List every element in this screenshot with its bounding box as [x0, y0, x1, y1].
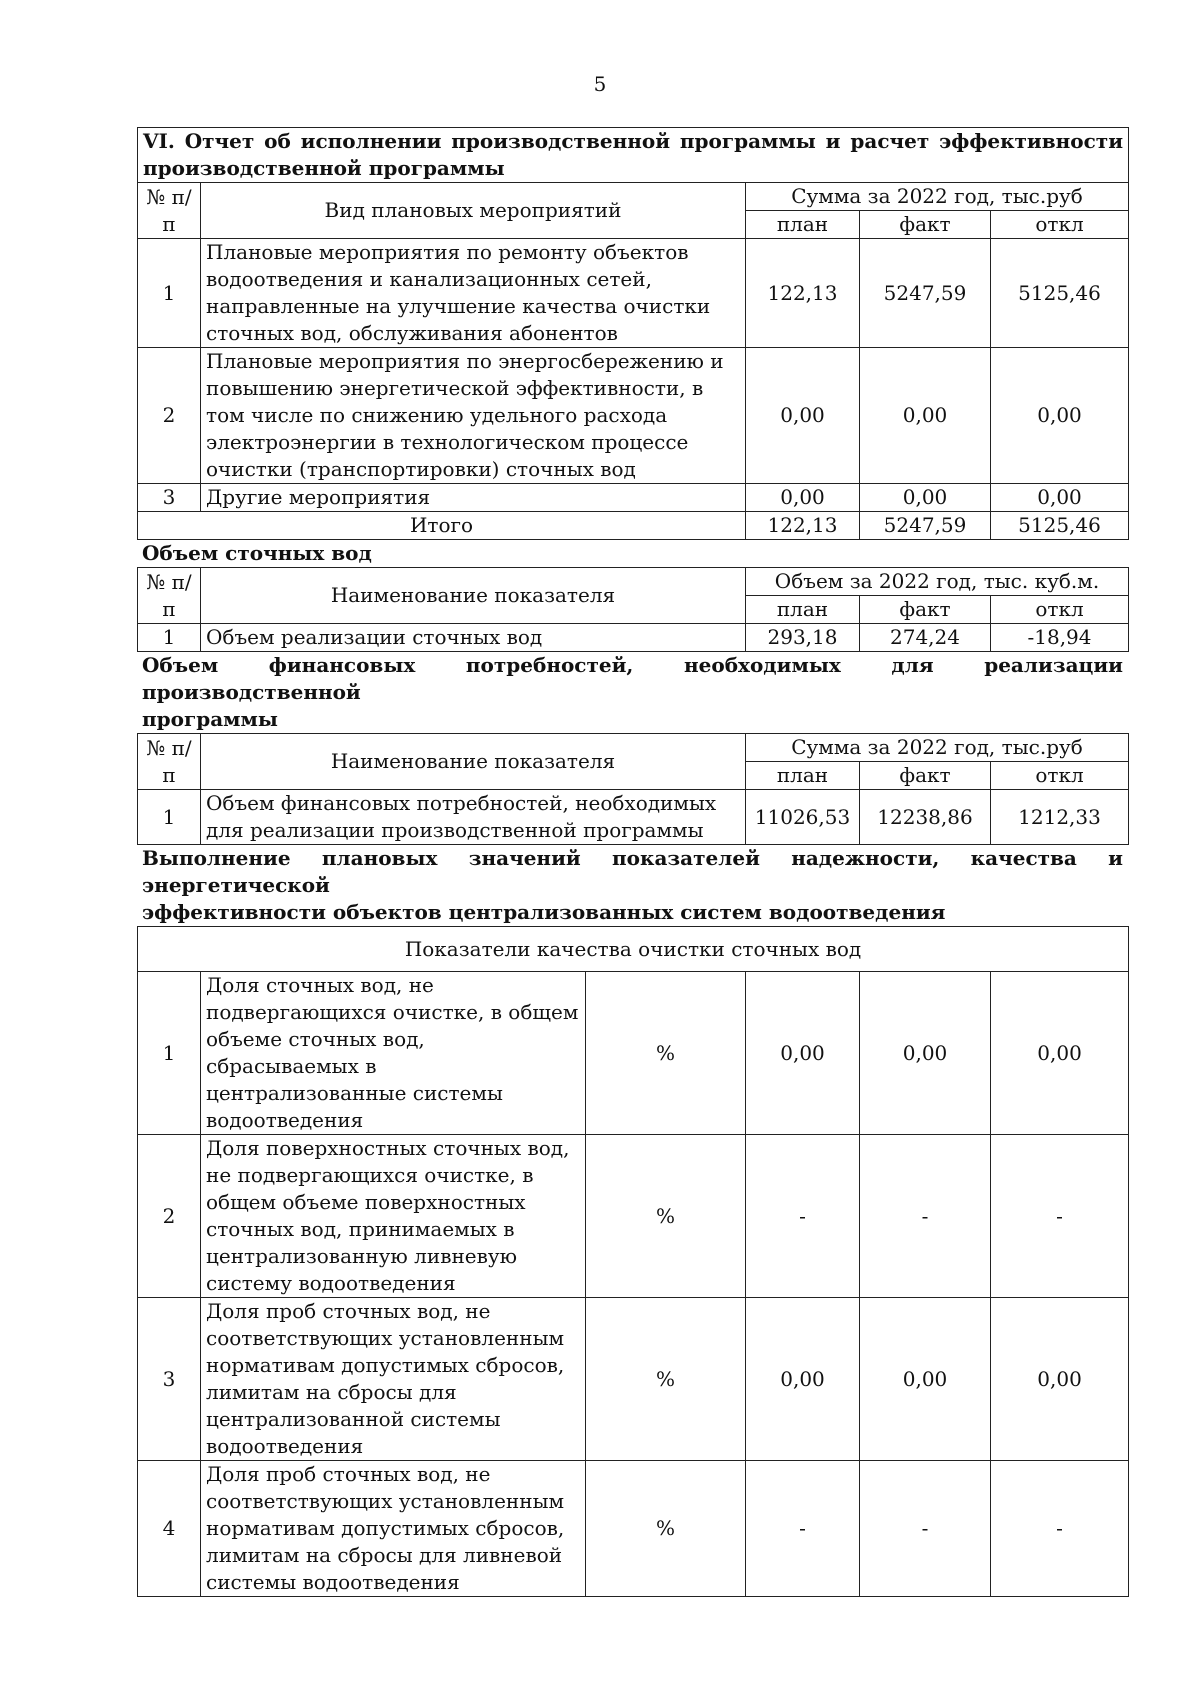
total-row — [138, 512, 1129, 540]
finance-table — [137, 733, 1129, 845]
reliability-heading-line1: Выполнение плановых значений показателей надежности, качества и энергетической — [142, 846, 1123, 897]
table-row — [138, 484, 1129, 512]
row-diff: - — [991, 1461, 1129, 1597]
finance-heading-line1: Объем финансовых потребностей, необходимых для реализации производственной — [142, 653, 1123, 704]
table-row — [138, 790, 1129, 845]
quality-subtitle: Показатели качества очистки сточных вод — [138, 927, 1129, 972]
finance-heading — [137, 652, 1128, 733]
table-row — [138, 1298, 1129, 1461]
row-diff: 5125,46 — [991, 239, 1129, 348]
row-fact: 0,00 — [860, 972, 991, 1135]
col-header-sum: Сумма за 2022 год, тыс.руб — [746, 183, 1129, 211]
table-row — [138, 1135, 1129, 1298]
section-title-line1: VI. Отчет об исполнении производственной программы и расчет эффективности — [143, 129, 1124, 153]
finance-heading-line2: программы — [142, 707, 278, 731]
row-diff: -18,94 — [991, 624, 1129, 652]
volume-table — [137, 567, 1129, 652]
row-fact: 0,00 — [860, 348, 991, 484]
row-diff: - — [991, 1135, 1129, 1298]
row-plan: - — [746, 1461, 860, 1597]
row-plan: 122,13 — [746, 239, 860, 348]
row-num: 3 — [138, 484, 201, 512]
volume-heading: Объем сточных вод — [142, 541, 372, 565]
document-body — [137, 127, 1128, 1597]
col-header-fact: факт — [860, 762, 991, 790]
col-header-num: № п/п — [138, 568, 201, 624]
row-diff: 0,00 — [991, 972, 1129, 1135]
section-title-line2: производственной программы — [143, 156, 505, 180]
program-report-table — [137, 127, 1129, 540]
col-header-type: Вид плановых мероприятий — [201, 183, 746, 239]
table-row — [138, 624, 1129, 652]
row-plan: 293,18 — [746, 624, 860, 652]
total-diff: 5125,46 — [991, 512, 1129, 540]
row-plan: 0,00 — [746, 348, 860, 484]
row-unit: % — [586, 1135, 746, 1298]
col-header-sum: Объем за 2022 год, тыс. куб.м. — [746, 568, 1129, 596]
col-header-fact: факт — [860, 596, 991, 624]
row-num: 1 — [138, 790, 201, 845]
row-diff: 0,00 — [991, 1298, 1129, 1461]
table-row — [138, 972, 1129, 1135]
reliability-heading-line2: эффективности объектов централизованных систем водоотведения — [142, 900, 946, 924]
total-fact: 5247,59 — [860, 512, 991, 540]
col-header-num: № п/п — [138, 183, 201, 239]
row-fact: 12238,86 — [860, 790, 991, 845]
col-header-fact: факт — [860, 211, 991, 239]
col-header-diff: откл — [991, 596, 1129, 624]
quality-table — [137, 926, 1129, 1597]
row-plan: 0,00 — [746, 484, 860, 512]
section-title — [138, 128, 1129, 183]
row-text: Доля сточных вод, не подвергающихся очистке, в общем объеме сточных вод, сбрасываемых в централизованные системы водоотведения — [201, 972, 586, 1135]
row-text: Другие мероприятия — [201, 484, 746, 512]
table-row — [138, 348, 1129, 484]
row-fact: 5247,59 — [860, 239, 991, 348]
row-num: 2 — [138, 1135, 201, 1298]
col-header-plan: план — [746, 596, 860, 624]
reliability-heading — [137, 845, 1128, 926]
row-plan: 0,00 — [746, 972, 860, 1135]
row-num: 1 — [138, 972, 201, 1135]
row-text: Объем реализации сточных вод — [201, 624, 746, 652]
row-unit: % — [586, 1298, 746, 1461]
row-text: Плановые мероприятия по ремонту объектов водоотведения и канализационных сетей, направленные на улучшение качества очистки сточных вод, обслуживания абонентов — [201, 239, 746, 348]
col-header-plan: план — [746, 211, 860, 239]
col-header-name: Наименование показателя — [201, 568, 746, 624]
row-diff: 1212,33 — [991, 790, 1129, 845]
row-fact: 0,00 — [860, 1298, 991, 1461]
total-plan: 122,13 — [746, 512, 860, 540]
row-fact: 274,24 — [860, 624, 991, 652]
row-unit: % — [586, 1461, 746, 1597]
row-fact: 0,00 — [860, 484, 991, 512]
row-plan: 11026,53 — [746, 790, 860, 845]
col-header-plan: план — [746, 762, 860, 790]
col-header-sum: Сумма за 2022 год, тыс.руб — [746, 734, 1129, 762]
table-row — [138, 1461, 1129, 1597]
row-fact: - — [860, 1135, 991, 1298]
row-text: Объем финансовых потребностей, необходимых для реализации производственной программы — [201, 790, 746, 845]
row-num: 1 — [138, 624, 201, 652]
page-number: 5 — [593, 72, 607, 96]
total-label: Итого — [138, 512, 746, 540]
table-row — [138, 239, 1129, 348]
col-header-diff: откл — [991, 762, 1129, 790]
row-diff: 0,00 — [991, 348, 1129, 484]
col-header-name: Наименование показателя — [201, 734, 746, 790]
row-plan: - — [746, 1135, 860, 1298]
row-text: Доля проб сточных вод, не соответствующих установленным нормативам допустимых сбросов, лимитам на сбросы для централизованной системы водоотведения — [201, 1298, 586, 1461]
col-header-num: № п/п — [138, 734, 201, 790]
col-header-diff: откл — [991, 211, 1129, 239]
row-text: Доля поверхностных сточных вод, не подвергающихся очистке, в общем объеме поверхностных сточных вод, принимаемых в централизованную ливневую систему водоотведения — [201, 1135, 586, 1298]
row-plan: 0,00 — [746, 1298, 860, 1461]
row-num: 4 — [138, 1461, 201, 1597]
row-num: 1 — [138, 239, 201, 348]
row-num: 2 — [138, 348, 201, 484]
row-text: Доля проб сточных вод, не соответствующих установленным нормативам допустимых сбросов, лимитам на сбросы для ливневой системы водоотведения — [201, 1461, 586, 1597]
row-fact: - — [860, 1461, 991, 1597]
row-unit: % — [586, 972, 746, 1135]
row-num: 3 — [138, 1298, 201, 1461]
row-text: Плановые мероприятия по энергосбережению и повышению энергетической эффективности, в том числе по снижению удельного расхода электроэнергии в технологическом процессе очистки (транспортировки) сточных вод — [201, 348, 746, 484]
row-diff: 0,00 — [991, 484, 1129, 512]
